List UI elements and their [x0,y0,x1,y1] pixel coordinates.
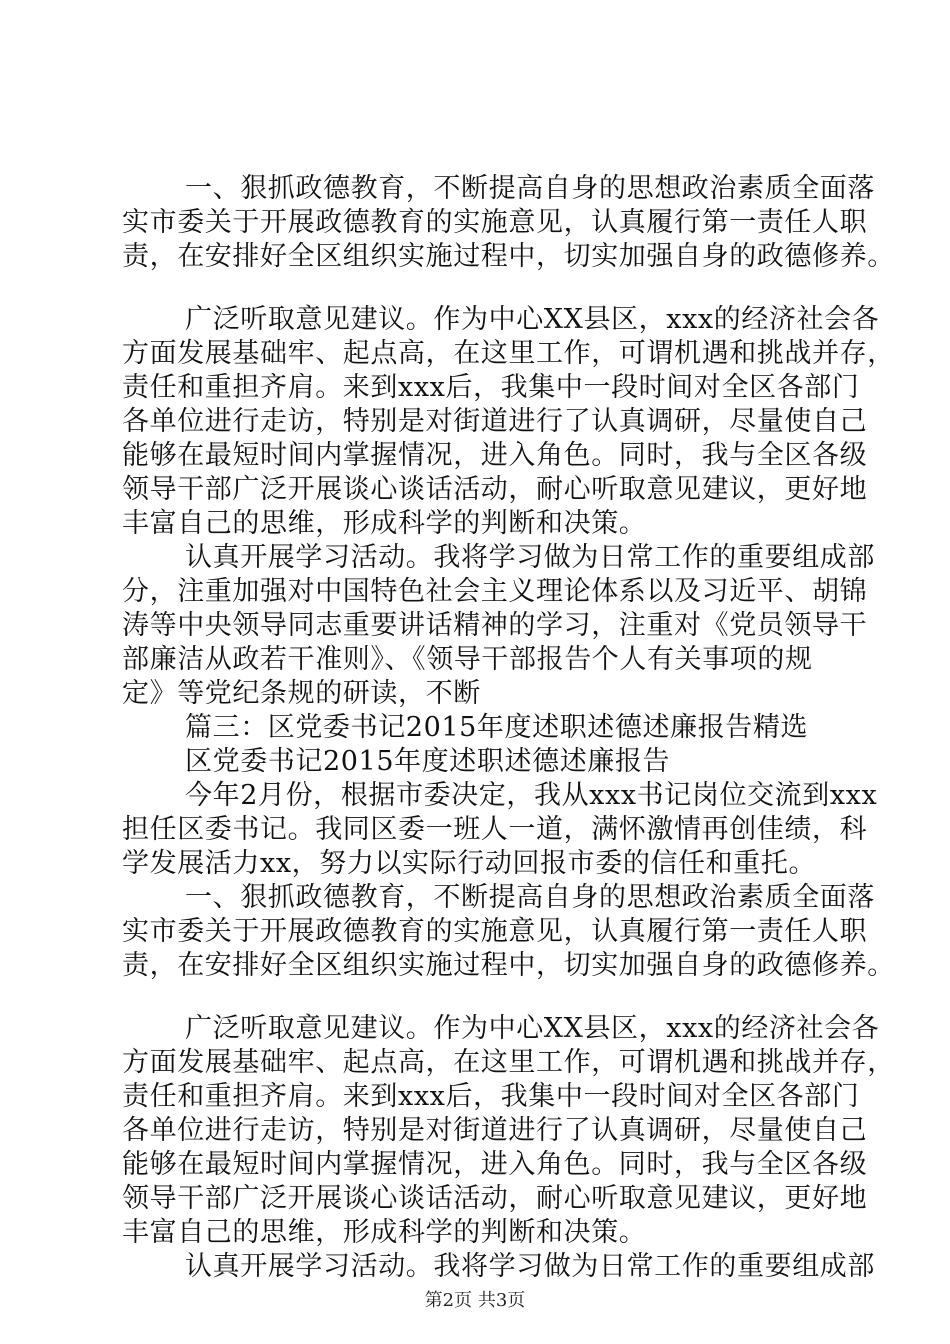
report-title: 区党委书记2015年度述职述德述廉报告 [185,746,671,777]
text-line: 一、狠抓政德教育，不断提高自身的思想政治素质全面落 [185,882,875,913]
text-line: 方面发展基础牢、起点高，在这里工作，可谓机遇和挑战并存， [122,338,895,369]
text-line: 能够在最短时间内掌握情况，进入角色。同时，我与全区各级 [122,440,868,471]
text-line: 丰富自己的思维，形成科学的判断和决策。 [122,1217,647,1248]
text-line: 责任和重担齐肩。来到xxx后，我集中一段时间对全区各部门 [122,1081,860,1112]
text-line: 实市委关于开展政德教育的实施意见，认真履行第一责任人职 [122,916,868,947]
text-line: 定》等党纪条规的研读，不断 [122,678,481,709]
text-line: 涛等中央领导同志重要讲话精神的学习，注重对《党员领导干 [122,610,868,641]
text-line: 领导干部广泛开展谈心谈话活动，耐心听取意见建议，更好地 [122,474,868,505]
text-line: 方面发展基础牢、起点高，在这里工作，可谓机遇和挑战并存， [122,1047,895,1078]
text-line: 担任区委书记。我同区委一班人一道，满怀激情再创佳绩，科 [122,814,868,845]
section-heading: 篇三：区党委书记2015年度述职述德述廉报告精选 [185,712,809,743]
text-line: 分，注重加强对中国特色社会主义理论体系以及习近平、胡锦 [122,576,868,607]
text-line: 部廉洁从政若干准则》、《领导干部报告个人有关事项的规 [122,644,813,675]
text-line: 广泛听取意见建议。作为中心XX县区，xxx的经济社会各 [185,304,880,335]
page-number: 第2页 共3页 [424,1290,526,1311]
text-line: 责任和重担齐肩。来到xxx后，我集中一段时间对全区各部门 [122,372,860,403]
text-line: 责，在安排好全区组织实施过程中，切实加强自身的政德修养。 [122,950,895,981]
text-line: 能够在最短时间内掌握情况，进入角色。同时，我与全区各级 [122,1149,868,1180]
text-line: 实市委关于开展政德教育的实施意见，认真履行第一责任人职 [122,207,868,238]
text-line: 今年2月份，根据市委决定，我从xxx书记岗位交流到xxx [185,780,878,811]
text-line: 责，在安排好全区组织实施过程中，切实加强自身的政德修养。 [122,241,895,272]
text-line: 学发展活力xx，努力以实际行动回报市委的信任和重托。 [122,848,817,879]
text-line: 认真开展学习活动。我将学习做为日常工作的重要组成部 [185,1251,875,1282]
text-line: 各单位进行走访，特别是对街道进行了认真调研，尽量使自己 [122,1115,868,1146]
text-line: 一、狠抓政德教育，不断提高自身的思想政治素质全面落 [185,173,875,204]
text-line: 广泛听取意见建议。作为中心XX县区，xxx的经济社会各 [185,1013,880,1044]
text-line: 各单位进行走访，特别是对街道进行了认真调研，尽量使自己 [122,406,868,437]
text-line: 领导干部广泛开展谈心谈话活动，耐心听取意见建议，更好地 [122,1183,868,1214]
text-line: 丰富自己的思维，形成科学的判断和决策。 [122,508,647,539]
text-line: 认真开展学习活动。我将学习做为日常工作的重要组成部 [185,542,875,573]
